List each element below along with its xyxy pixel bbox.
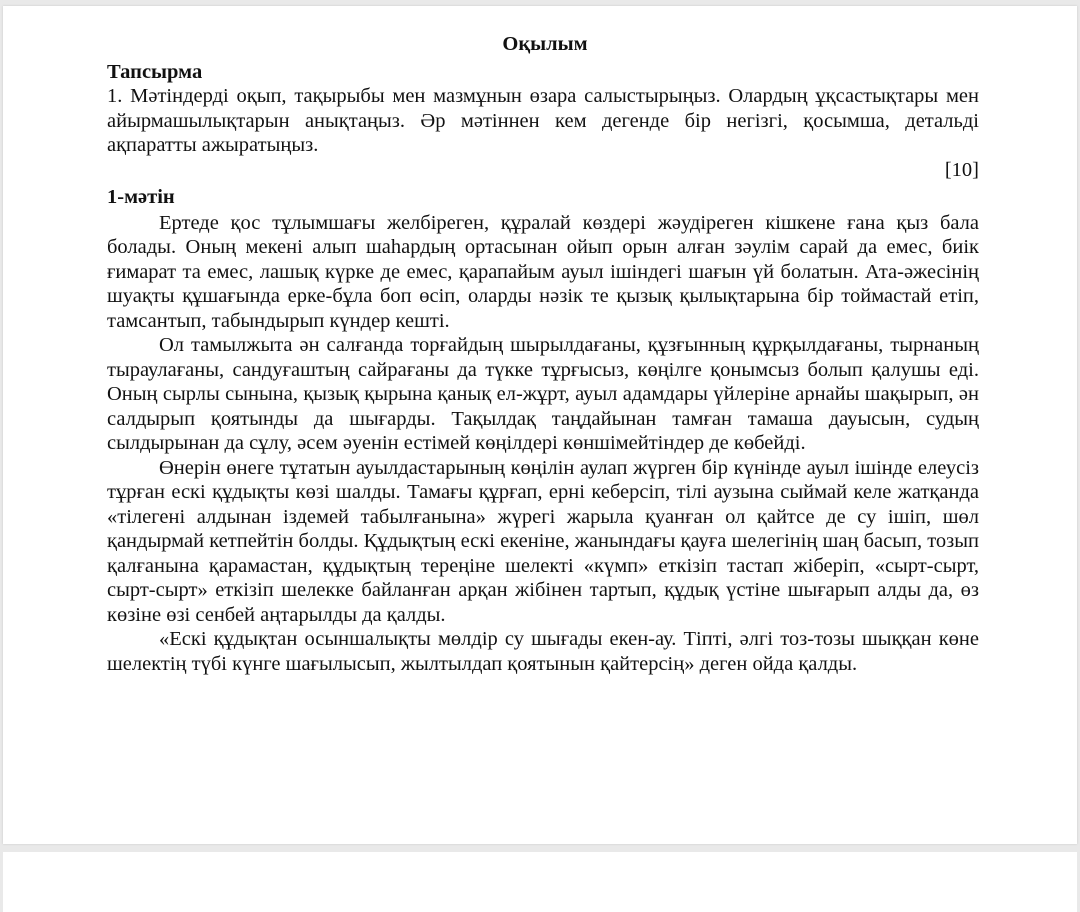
task-text: 1. Мәтіндерді оқып, тақырыбы мен мазмұнын өзара салыстырыңыз. Олардың ұқсастықтары мен айырмашылықтарын анықтаңыз. Әр мәтіннен кем дегенде бір негізгі, қосымша, детальді ақпаратты ажыратыңыз. — [107, 85, 979, 156]
next-page — [3, 852, 1077, 912]
text-heading: 1-мәтін — [107, 186, 175, 208]
task-heading: Тапсырма — [107, 60, 203, 83]
document-content — [107, 32, 979, 676]
document-page — [3, 6, 1077, 844]
paragraph: Ертеде қос тұлымшағы желбіреген, құралай көздері жәудіреген кішкене ғана қыз бала болады. Оның мекені алып шаһардың ортасынан ойып орын алған зәулім сарай да емес, биік ғимарат та емес, лашық күрке де емес, қарапайым ауыл ішіндегі шағын үй болатын. Ата-әжесінің шуақты құшағында ерке-бұла боп өсіп, оларды нәзік те қызық қылықтарына бір тоймастай етіп, тамсантып, табындырып күндер кешті. — [107, 211, 979, 332]
paragraph: «Ескі құдықтан осыншалықты мөлдір су шығады екен-ау. Тіпті, әлгі тоз-тозы шыққан көне шелектің түбі күнге шағылысып, жылтылдап қоятынын қайтерсің» деген ойда қалды. — [107, 628, 979, 675]
page-title: Оқылым — [502, 33, 588, 55]
score-label: [10] — [944, 158, 979, 181]
paragraph: Ол тамылжыта ән салғанда торғайдың шырылдағаны, құзғынның құрқылдағаны, тырнаның тыраулағаны, сандуғаштың сайрағаны да түкке тұрғысыз, көңілге қонымсыз болып қалушы еді. Оның сырлы сынына, қызық қырына қанық ел-жұрт, ауыл адамдары үйлеріне арнайы шақырып, ән салдырып қоятынды да шығарды. Тақылдақ таңдайынан тамған тамаша дауысын, судың сылдырынан да сұлу, әсем әуенін естімей көңілдері көншімейтіндер де көбейді. — [107, 334, 979, 454]
paragraph: Өнерін өнеге тұтатын ауылдастарының көңілін аулап жүрген бір күнінде ауыл ішінде елеусіз тұрған ескі құдықты көзі шалды. Тамағы құрғап, ерні кеберсіп, тілі аузына сыймай келе жатқанда «тілегені алдынан іздемей табылғанына» жүрегі жарыла қуанған ол қайтсе де су ішіп, шөл қандырмай кетпейтін болды. Құдықтың ескі екеніне, жанындағы қауға шелегінің шаң басып, тозып қалғанына қарамастан, құдықтың тереңіне шелекті «күмп» еткізіп тастап жіберіп, «сырт-сырт, сырт-сырт» еткізіп шелекке байланған арқан жібінен тартып, құдық үстіне шығарып алды да, өз көзіне өзі сенбей аңтарылды да қалды. — [107, 456, 979, 626]
